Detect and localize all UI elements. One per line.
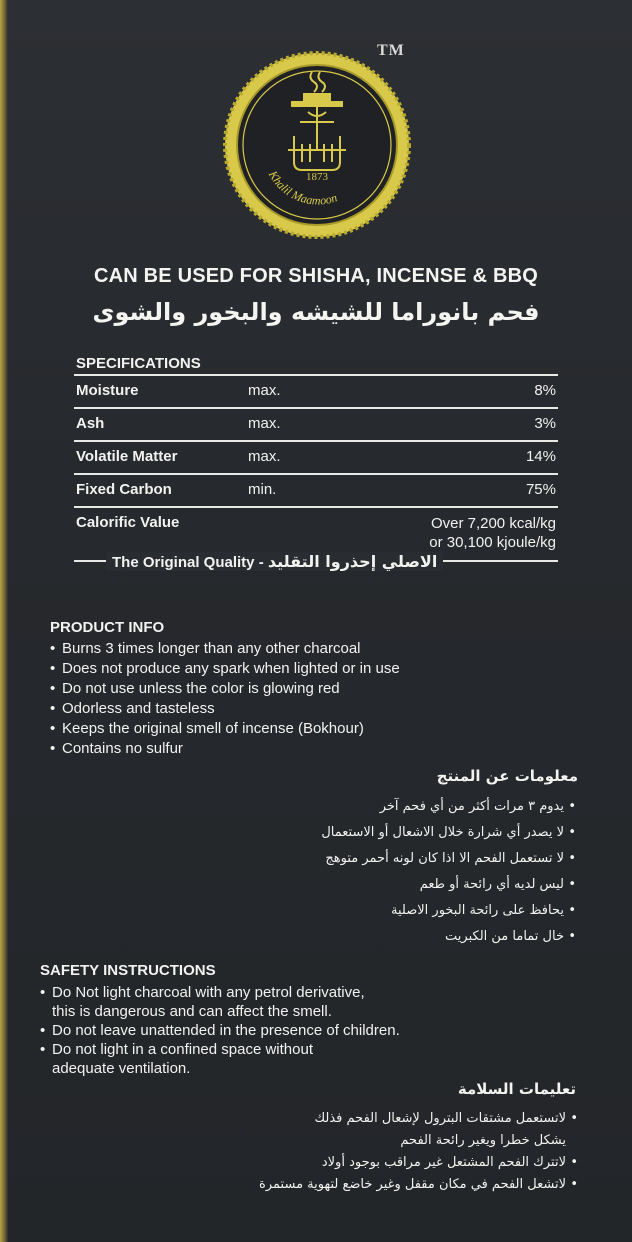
spec-row-fixed-carbon [74, 473, 558, 506]
spec-value: 75% [525, 481, 556, 498]
spec-value: 8% [534, 382, 556, 399]
list-item-line: • لاتستعمل مشتقات البترول لإشعال الفحم فذلك [314, 1111, 566, 1126]
list-item-line: this is dangerous and can affect the smell. [52, 1003, 332, 1020]
product-info-title: PRODUCT INFO [50, 619, 165, 636]
list-item [40, 983, 400, 1021]
list-item: • ليس لديه أي رائحة أو طعم [321, 872, 576, 898]
list-item-line: • Do not light in a confined space without [52, 1041, 313, 1058]
list-item: • خال تماما من الكبريت [321, 924, 576, 950]
safety-instructions-list-arabic [259, 1108, 578, 1196]
list-item-line: يشكل خطرا ويغير رائحة الفحم [400, 1133, 566, 1148]
list-item: • يحافظ على رائحة البخور الاصلية [321, 898, 576, 924]
list-item [259, 1174, 578, 1196]
spec-qualifier: max. [248, 448, 281, 465]
spec-label: Calorific Value [76, 514, 180, 531]
spec-row-ash [74, 407, 558, 440]
spec-qualifier: min. [248, 481, 277, 498]
product-info-title-arabic: معلومات عن المنتج [436, 767, 578, 785]
list-item: • Keeps the original smell of incense (Bokhour) [50, 719, 400, 739]
spec-value: 3% [534, 415, 556, 432]
spec-row-volatile-matter [74, 440, 558, 473]
spec-value [429, 514, 556, 552]
specifications-table [74, 374, 558, 552]
trademark-mark: TM [377, 42, 405, 59]
usage-headline: CAN BE USED FOR SHISHA, INCENSE & BBQ [93, 265, 539, 287]
calorific-kcal: Over 7,200 kcal/kg [430, 515, 556, 532]
list-item-line: • لاتشعل الفحم في مكان مقفل وغير خاضع لتهوية مستمرة [259, 1177, 566, 1192]
list-item-line: adequate ventilation. [52, 1060, 191, 1077]
list-item: • Does not produce any spark when lighted or in use [50, 659, 400, 679]
spec-label: Fixed Carbon [76, 481, 172, 498]
safety-instructions-title-arabic: تعليمات السلامة [457, 1080, 576, 1098]
list-item [259, 1108, 578, 1152]
package-edge [0, 0, 8, 1242]
list-item: • Burns 3 times longer than any other charcoal [50, 639, 400, 659]
safety-instructions-title: SAFETY INSTRUCTIONS [40, 962, 216, 979]
safety-instructions-list [40, 983, 400, 1078]
spec-label: Ash [76, 415, 105, 432]
logo-year: 1873 [306, 171, 328, 183]
original-quality-line [106, 552, 443, 571]
spec-qualifier: max. [248, 415, 281, 432]
list-item: • Odorless and tasteless [50, 699, 400, 719]
list-item-line: • لاتترك الفحم المشتعل غير مراقب بوجود أولاد [321, 1155, 566, 1170]
product-info-list-arabic [321, 794, 576, 950]
list-item [40, 1040, 400, 1078]
brand-logo-seal [222, 50, 412, 240]
spec-value: 14% [525, 448, 556, 465]
specifications-title: SPECIFICATIONS [76, 355, 201, 372]
list-item: • Contains no sulfur [50, 739, 400, 759]
original-quality-en: The Original Quality - [112, 554, 264, 571]
list-item: • Do not use unless the color is glowing red [50, 679, 400, 699]
list-item: • يدوم ٣ مرات أكثر من أي فحم آخر [321, 794, 576, 820]
spec-label: Moisture [76, 382, 139, 399]
logo-brand-name: Khalil Maamoon [265, 168, 339, 208]
spec-qualifier: max. [248, 382, 281, 399]
spec-label: Volatile Matter [76, 448, 178, 465]
list-item-line: • Do Not light charcoal with any petrol derivative, [52, 984, 365, 1001]
spec-row-moisture [74, 374, 558, 407]
spec-row-calorific-value [74, 506, 558, 552]
list-item-line: • Do not leave unattended in the presence of children. [52, 1022, 400, 1039]
original-quality-ar: الاصلي إحذروا التقليد [267, 552, 438, 571]
product-info-list [50, 639, 400, 759]
list-item [40, 1021, 400, 1040]
calorific-kjoule: or 30,100 kjoule/kg [429, 534, 556, 551]
usage-headline-arabic: فحم بانوراما للشيشه والبخور والشوى [92, 298, 540, 326]
list-item [259, 1152, 578, 1174]
list-item: • لا تستعمل الفحم الا اذا كان لونه أحمر متوهج [321, 846, 576, 872]
list-item: • لا يصدر أي شرارة خلال الاشعال أو الاستعمال [321, 820, 576, 846]
